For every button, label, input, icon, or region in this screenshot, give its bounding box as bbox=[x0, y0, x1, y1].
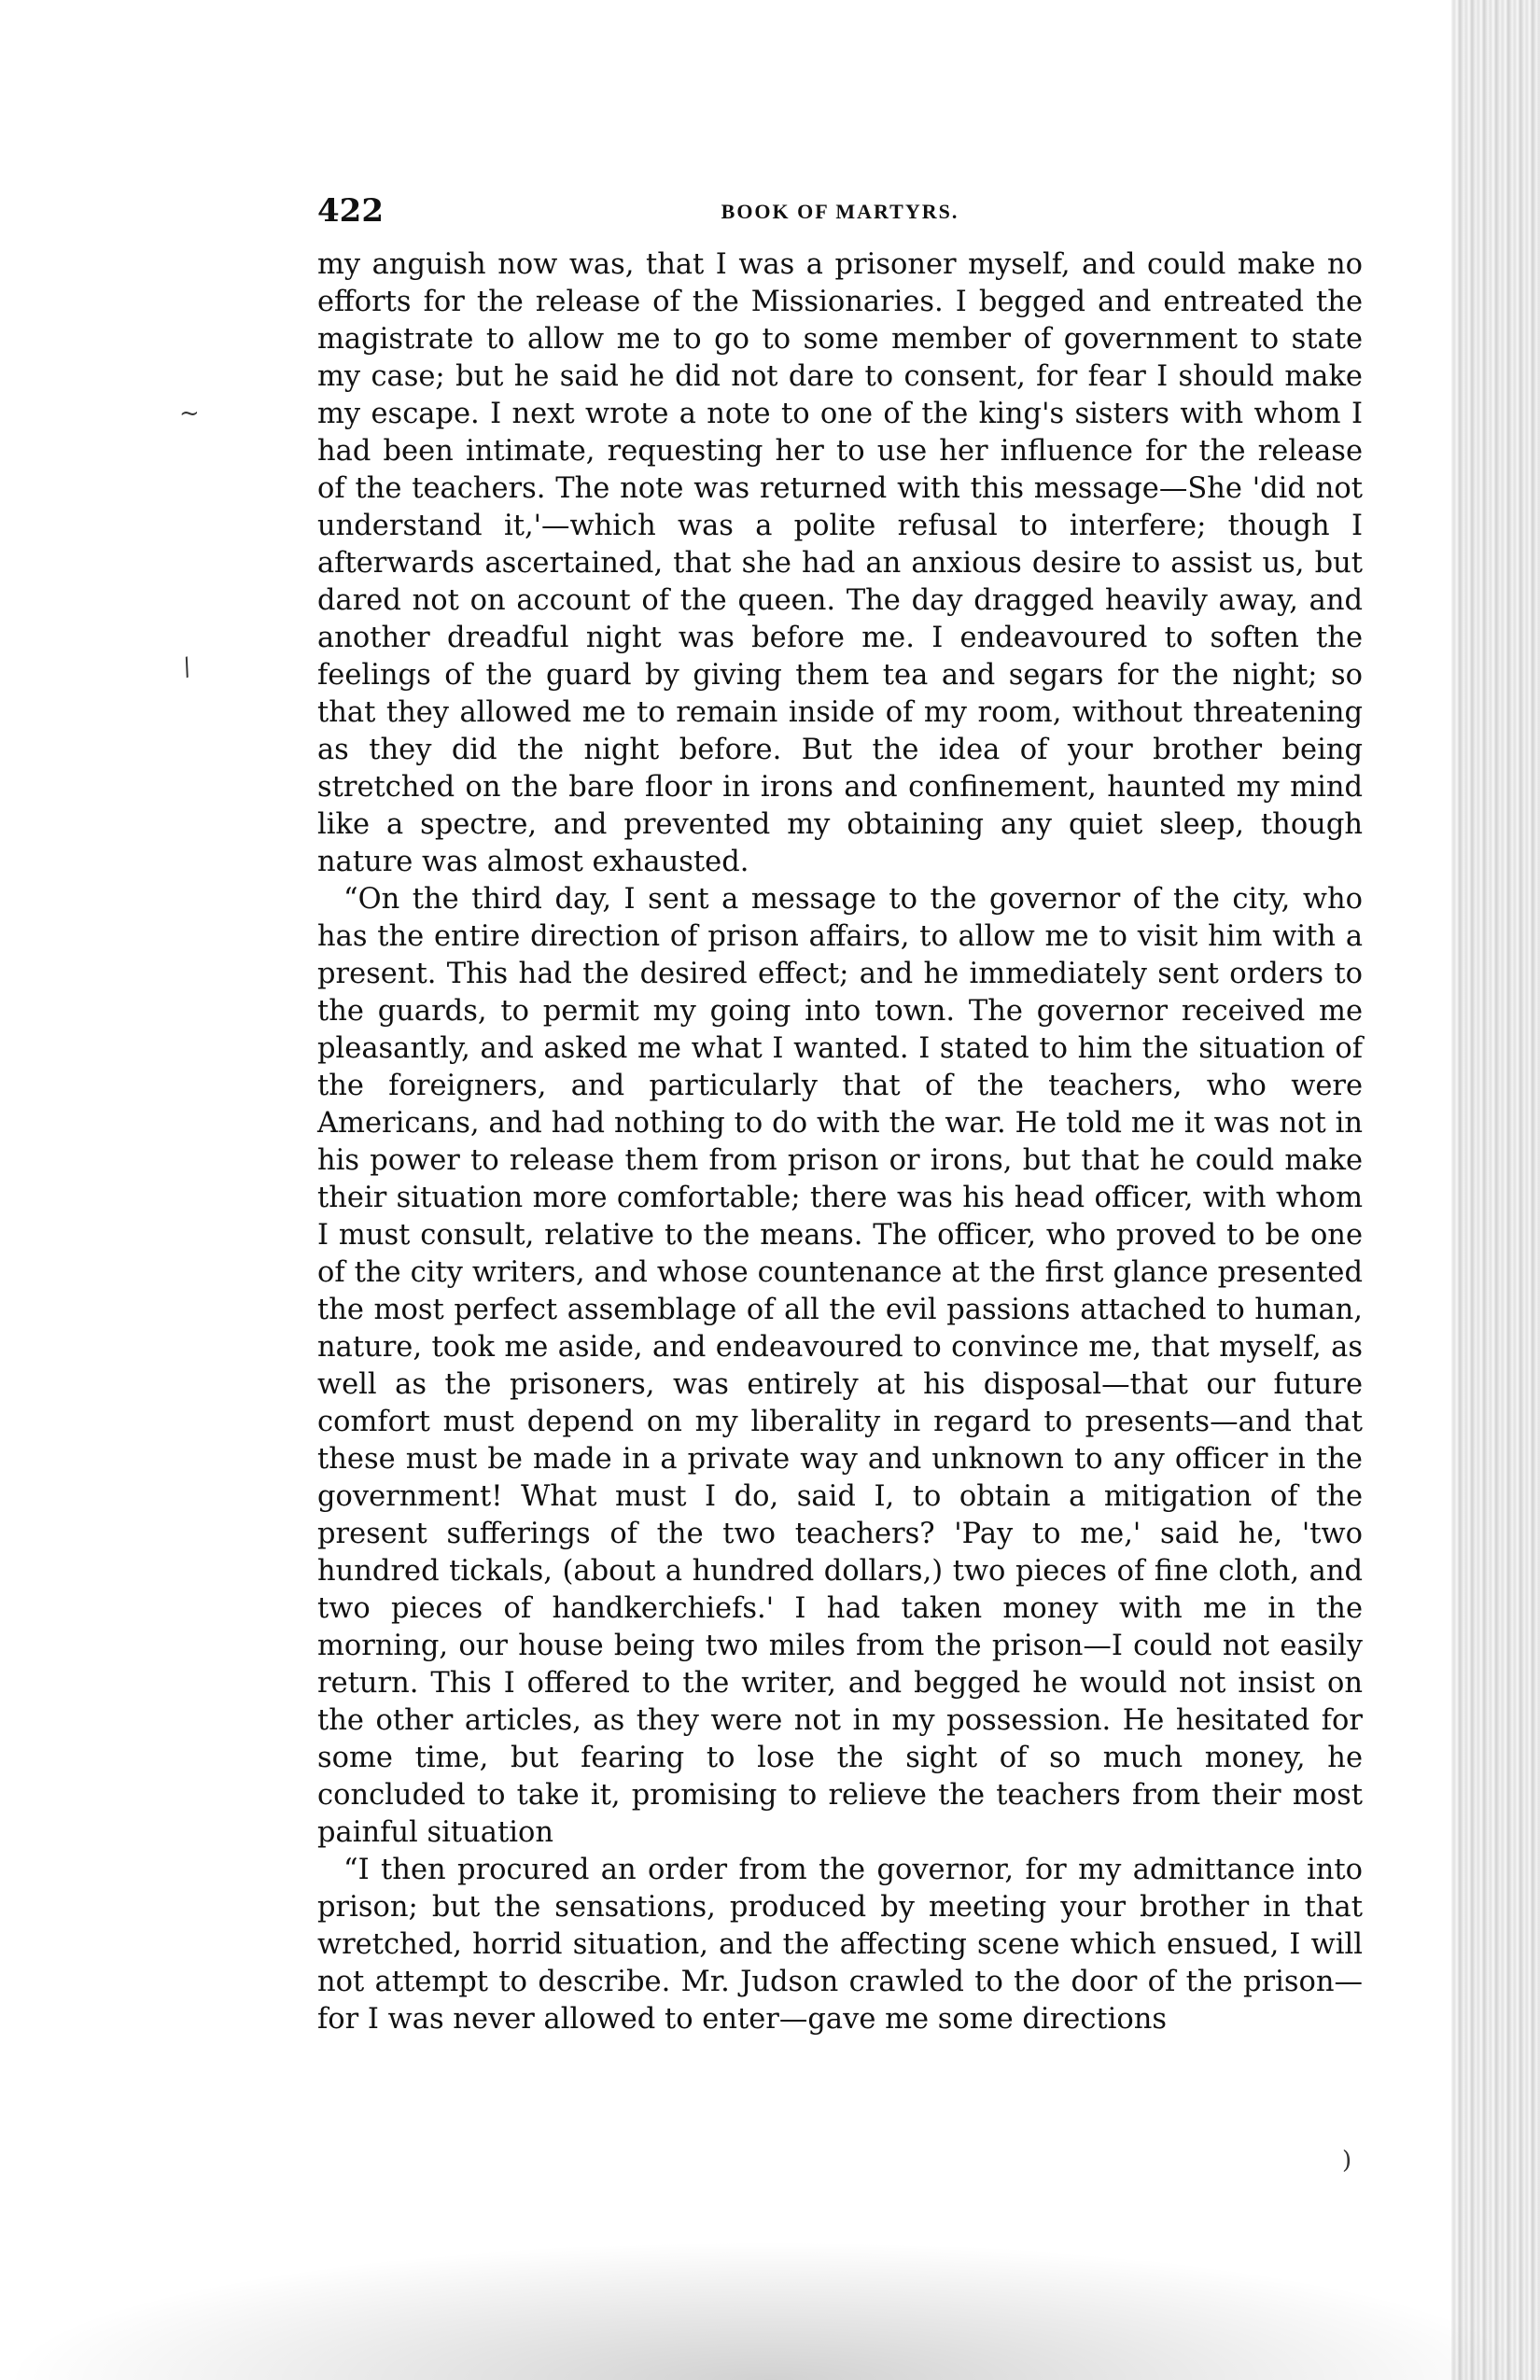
body-text bbox=[317, 246, 1363, 2038]
page-scan-shadow bbox=[0, 2240, 1540, 2380]
paragraph: my anguish now was, that I was a prisoner myself, and could make no efforts for the release of the Missionaries. I begged and entreated the magistrate to allow me to go to some member of government to state my case; but he said he did not dare to consent, for fear I should make my escape. I next wrote a note to one of the king's sisters with whom I had been intimate, requesting her to use her influence for the release of the teachers. The note was returned with this message—She 'did not understand it,'—which was a polite refusal to interfere; though I afterwards ascertained, that she had an anxious desire to assist us, but dared not on account of the queen. The day dragged heavily away, and another dreadful night was before me. I endeavoured to soften the feelings of the guard by giving them tea and segars for the night; so that they allowed me to remain inside of my room, without threatening as they did the night before. But the idea of your brother being stretched on the bare floor in irons and confinement, haunted my mind like a spectre, and prevented my obtaining any quiet sleep, though nature was almost exhausted. bbox=[317, 248, 1363, 878]
margin-mark: ) bbox=[1342, 2147, 1352, 2175]
paragraph: “On the third day, I sent a message to the governor of the city, who has the entire direction of prison affairs, to allow me to visit him with a present. This had the desired effect; and he immediately sent orders to the guards, to permit my going into town. The governor received me pleasantly, and asked me what I wanted. I stated to him the situation of the foreigners, and particularly that of the teachers, who were Americans, and had nothing to do with the war. He told me it was not in his power to release them from prison or irons, but that he could make their situation more comfortable; there was his head officer, with whom I must consult, relative to the means. The officer, who proved to be one of the city writers, and whose countenance at the first glance presented the most perfect assemblage of all the evil passions attached to human, nature, took me aside, and endeavoured to convince me, that myself, as well as the prisoners, was entirely at his disposal—that our future comfort must depend on my liberality in regard to presents—and that these must be made in a private way and unknown to any officer in the government! What must I do, said I, to obtain a mitigation of the present sufferings of the two teachers? 'Pay to me,' said he, 'two hundred tickals, (about a hundred dollars,) two pieces of fine cloth, and two pieces of handkerchiefs.' I had taken money with me in the morning, our house being two miles from the prison—I could not easily return. This I offered to the writer, and begged he would not insist on the other articles, as they were not in my possession. He hesitated for some time, but fearing to lose the sight of so much money, he concluded to take it, promising to relieve the teachers from their most painful situation bbox=[317, 883, 1363, 1849]
page-scan-edge bbox=[1451, 0, 1540, 2380]
running-head bbox=[317, 187, 1363, 241]
paragraph: “I then procured an order from the governor, for my admittance into prison; but the sensations, produced by meeting your brother in that wretched, horrid situation, and the affecting scene which ensued, I will not attempt to describe. Mr. Judson crawled to the door of the prison—for I was never allowed to enter—gave me some directions bbox=[317, 1854, 1363, 2036]
margin-mark: / bbox=[178, 652, 196, 682]
page-number: 422 bbox=[317, 192, 384, 230]
margin-mark: ~ bbox=[179, 399, 200, 427]
book-page bbox=[317, 187, 1363, 2038]
book-title: BOOK OF MARTYRS. bbox=[721, 200, 959, 223]
